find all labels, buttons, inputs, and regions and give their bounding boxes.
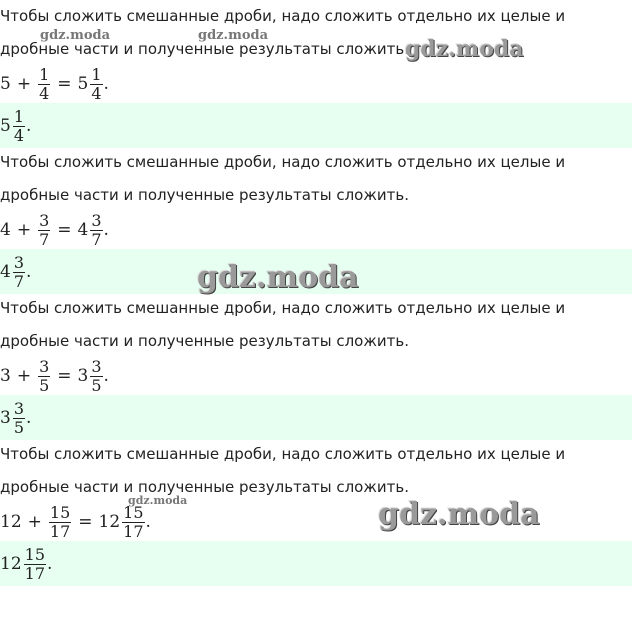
numerator: 1 (39, 64, 50, 84)
denominator: 17 (49, 521, 71, 541)
answer-fraction (13, 108, 25, 145)
answer-whole: 3 (0, 408, 11, 428)
numerator: 1 (13, 106, 25, 126)
answer (0, 396, 31, 440)
result-fraction (90, 212, 102, 249)
numerator: 15 (123, 502, 144, 522)
plus-sign: + (27, 512, 42, 532)
denominator: 7 (13, 271, 25, 291)
term: 4 (0, 220, 11, 240)
term: 5 (0, 74, 11, 94)
answer-band (0, 395, 632, 440)
period: . (47, 554, 53, 574)
fraction (49, 504, 71, 541)
period: . (103, 74, 109, 94)
answer (0, 104, 31, 148)
numerator: 3 (91, 210, 102, 230)
answer-fraction (13, 254, 25, 291)
denominator: 17 (123, 521, 144, 541)
answer-whole: 4 (0, 262, 11, 282)
equation (0, 354, 109, 398)
numerator: 3 (13, 398, 25, 418)
denominator: 5 (91, 375, 102, 395)
watermark: gdz.moda (128, 494, 188, 507)
denominator: 4 (39, 83, 50, 103)
denominator: 4 (91, 83, 102, 103)
numerator: 3 (39, 356, 50, 376)
period: . (26, 116, 32, 136)
plus-sign: + (16, 366, 32, 386)
answer-fraction (24, 546, 46, 583)
result-fraction (122, 504, 144, 541)
numerator: 15 (24, 544, 45, 564)
answer-fraction (13, 400, 25, 437)
fraction (38, 66, 50, 103)
term: 3 (0, 366, 11, 386)
denominator: 5 (39, 375, 50, 395)
equation (0, 62, 109, 106)
result-fraction (90, 66, 102, 103)
answer (0, 542, 52, 586)
denominator: 17 (24, 563, 45, 583)
explanation-line-2: дробные части и полученные результаты сложить. (0, 478, 409, 496)
result-whole: 5 (77, 74, 89, 94)
period: . (103, 220, 109, 240)
result-fraction (90, 358, 102, 395)
explanation-line-1: Чтобы сложить смешанные дроби, надо сложить отдельно их целые и (0, 153, 566, 171)
answer-band (0, 541, 632, 586)
result-whole: 4 (77, 220, 89, 240)
result-whole: 3 (77, 366, 89, 386)
equals-sign: = (57, 220, 72, 240)
period: . (26, 262, 32, 282)
fraction (38, 358, 50, 395)
numerator: 15 (49, 502, 71, 522)
denominator: 7 (91, 229, 102, 249)
equals-sign: = (57, 366, 72, 386)
denominator: 4 (13, 125, 25, 145)
denominator: 5 (13, 417, 25, 437)
explanation-line-2: дробные части и полученные результаты сложить. (0, 332, 409, 350)
explanation-line-1: Чтобы сложить смешанные дроби, надо сложить отдельно их целые и (0, 7, 566, 25)
equation (0, 208, 109, 252)
explanation-line-1: Чтобы сложить смешанные дроби, надо сложить отдельно их целые и (0, 299, 566, 317)
numerator: 3 (91, 356, 102, 376)
numerator: 1 (91, 64, 102, 84)
numerator: 3 (13, 252, 25, 272)
answer-whole: 5 (0, 116, 11, 136)
plus-sign: + (16, 220, 32, 240)
fraction (38, 212, 50, 249)
result-whole: 12 (98, 512, 121, 532)
answer (0, 250, 31, 294)
denominator: 7 (39, 229, 50, 249)
explanation-line-2: дробные части и полученные результаты сложить. (0, 40, 409, 58)
period: . (26, 408, 32, 428)
equals-sign: = (78, 512, 93, 532)
period: . (145, 512, 151, 532)
period: . (103, 366, 109, 386)
watermark: gdz.moda (198, 28, 269, 43)
watermark: gdz.moda (40, 28, 111, 43)
answer-band (0, 103, 632, 148)
answer-whole: 12 (0, 554, 22, 574)
explanation-line-1: Чтобы сложить смешанные дроби, надо сложить отдельно их целые и (0, 445, 566, 463)
watermark: gdz.moda (378, 497, 540, 532)
plus-sign: + (16, 74, 32, 94)
equals-sign: = (57, 74, 72, 94)
term: 12 (0, 512, 22, 532)
explanation-line-2: дробные части и полученные результаты сложить. (0, 186, 409, 204)
watermark: gdz.moda (405, 36, 524, 62)
watermark: gdz.moda (197, 260, 359, 295)
numerator: 3 (39, 210, 50, 230)
